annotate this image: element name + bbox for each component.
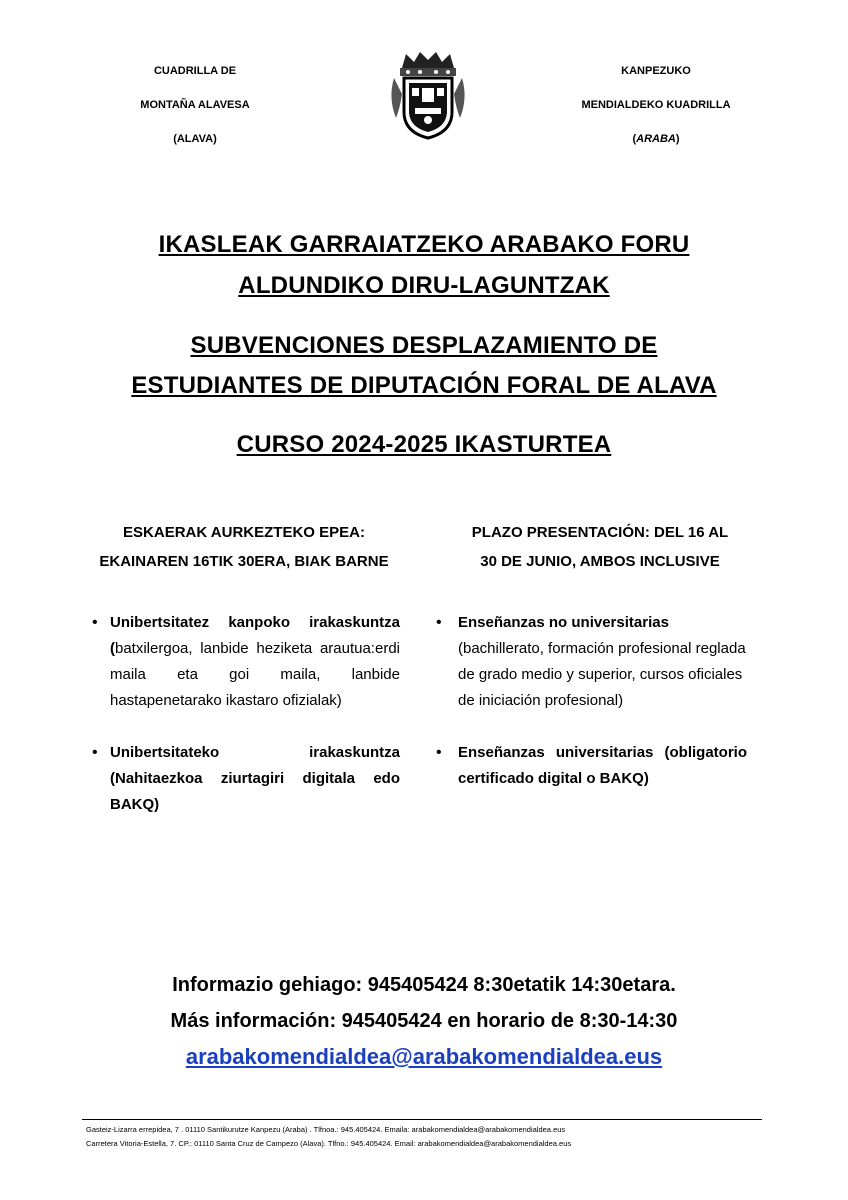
item-text: batxilergoa, lanbide heziketa arautua:erdi maila eta goi maila, lanbide hastapenetarako ikastaro ofizialak) <box>110 640 400 709</box>
list-item <box>434 740 747 792</box>
list-item <box>90 610 400 714</box>
header-left <box>100 54 290 156</box>
bullet-icon: • <box>92 744 98 761</box>
item-text: (bachillerato, formación profesional reglada de grado medio y superior, cursos oficiales de iniciación profesional) <box>458 640 746 709</box>
header-left-line3: (ALAVA) <box>173 133 217 145</box>
right-heading <box>430 518 770 576</box>
item-bold: Enseñanzas universitarias (obligatorio certificado digital o BAKQ) <box>458 744 747 787</box>
list-item <box>90 740 400 818</box>
right-heading-line1: PLAZO PRESENTACIÓN: DEL 16 AL <box>471 524 729 541</box>
footer-line2: Carretera Vitoria-Estella, 7. CP.: 01110 Santa Cruz de Campezo (Alava). Tlfno.: 945.405424. Email: arabakomendialdea@arabakomendialdea.eus <box>86 1139 572 1148</box>
left-heading-line1: ESKAERAK AURKEZTEKO EPEA: <box>123 524 365 541</box>
bullet-icon: • <box>436 614 442 631</box>
info-spanish: Más información: 945405424 en horario de 8:30-14:30 <box>170 1010 678 1032</box>
header-right-araba: ARABA <box>636 133 676 145</box>
header-left-line1: CUADRILLA DE <box>153 65 237 77</box>
left-list <box>90 610 400 842</box>
item-bold: Enseñanzas no universitarias <box>458 614 669 631</box>
right-list <box>434 610 747 816</box>
header-right-line2: MENDIALDEKO KUADRILLA <box>581 99 731 111</box>
list-item <box>434 610 747 714</box>
info-basque: Informazio gehiago: 945405424 8:30etatik 14:30etara. <box>172 974 676 996</box>
item-bold: Unibertsitatez kanpoko irakaskuntza ( <box>110 614 400 657</box>
right-heading-line2: 30 DE JUNIO, AMBOS INCLUSIVE <box>480 553 720 570</box>
left-heading-line2: EKAINAREN 16TIK 30ERA, BIAK BARNE <box>99 553 389 570</box>
title-spanish-line1: SUBVENCIONES DESPLAZAMIENTO DE <box>190 332 658 359</box>
email-link[interactable]: arabakomendialdea@arabakomendialdea.eus <box>185 1044 663 1069</box>
left-heading <box>76 518 412 576</box>
title-spanish-line2: ESTUDIANTES DE DIPUTACIÓN FORAL DE ALAVA <box>131 372 717 399</box>
bullet-icon: • <box>436 744 442 761</box>
paren-open: ( <box>632 133 637 145</box>
bullet-icon: • <box>92 614 98 631</box>
title-basque-line1: IKASLEAK GARRAIATZEKO ARABAKO FORU <box>158 231 690 258</box>
item-bold: Unibertsitateko irakaskuntza (Nahitaezkoa ziurtagiri digitala edo BAKQ) <box>110 744 400 813</box>
coat-of-arms-icon <box>388 48 468 140</box>
footer-divider <box>82 1119 762 1120</box>
header-right-line3 <box>556 122 756 156</box>
paren-close: ) <box>675 133 680 145</box>
email-wrapper <box>0 1044 848 1070</box>
header-right <box>556 54 756 156</box>
title-basque-line2: ALDUNDIKO DIRU-LAGUNTZAK <box>238 272 610 299</box>
footer-line1: Gasteiz-Lizarra errepidea, 7 . 01110 Santikurutze Kanpezu (Araba) . Tlfnoa.: 945.405424. Emaila: arabakomendialdea@arabakomendialdea.eus <box>86 1125 566 1134</box>
title-course: CURSO 2024-2025 IKASTURTEA <box>236 431 612 458</box>
header-left-line2: MONTAÑA ALAVESA <box>140 99 250 111</box>
header-right-line1: KANPEZUKO <box>621 65 691 77</box>
